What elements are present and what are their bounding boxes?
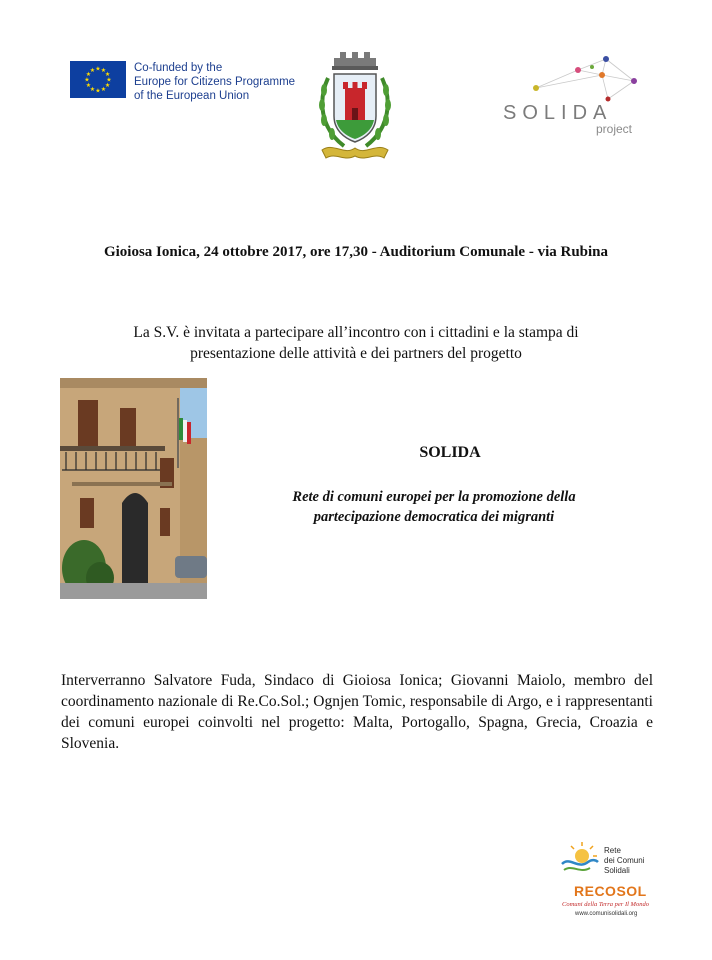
eu-star-icon: ★ xyxy=(84,77,90,84)
recosol-rete-text xyxy=(604,846,644,876)
recosol-sun-icon xyxy=(560,842,600,876)
eu-star-icon: ★ xyxy=(104,83,111,90)
invitation-line-1: La S.V. è invitata a partecipare all’incontro con i cittadini e la stampa di xyxy=(133,324,579,341)
recosol-name: RECOSOL xyxy=(574,883,647,899)
recosol-rete-line-3: Solidali xyxy=(604,866,630,875)
eu-star-icon: ★ xyxy=(106,77,112,84)
invitation-line-2: presentazione delle attività e dei partners del progetto xyxy=(190,345,522,362)
eu-star-icon: ★ xyxy=(95,66,101,73)
speakers-paragraph: Interverranno Salvatore Fuda, Sindaco di Gioiosa Ionica; Giovanni Maiolo, membro del coordinamento nazionale di Re.Co.Sol.; Ognjen Tomic, responsabile di Argo, e i rappresentanti dei comuni europei coinvolti nel progetto: Malta, Portogallo, Spagna, Grecia, Croazia e Slovenia. xyxy=(61,672,653,752)
eu-cofunded-text xyxy=(134,61,314,103)
invitation-text xyxy=(90,322,622,364)
eu-line-2: Europe for Citizens Programme xyxy=(134,76,296,88)
eu-star-icon: ★ xyxy=(104,72,111,79)
recosol-rete-line-2: dei Comuni xyxy=(604,856,645,865)
recosol-url: www.comunisolidali.org xyxy=(575,911,638,917)
town-hall-photo xyxy=(60,378,207,599)
project-subtitle-line-1: Rete di comuni europei per la promozione della xyxy=(292,489,576,505)
recosol-tagline: Comuni della Terra per Il Mondo xyxy=(562,901,649,908)
solida-network-icon xyxy=(530,55,642,105)
eu-star-icon: ★ xyxy=(100,87,107,94)
solida-logo-sub: project xyxy=(596,122,633,136)
project-title: SOLIDA xyxy=(419,444,481,461)
eu-star-icon: ★ xyxy=(85,72,92,79)
eu-star-icon: ★ xyxy=(100,68,107,75)
recosol-rete-line-1: Rete xyxy=(604,846,621,855)
eu-star-icon: ★ xyxy=(89,87,96,94)
project-subtitle-line-2: partecipazione democratica dei migranti xyxy=(313,509,555,525)
event-details: Gioiosa Ionica, 24 ottobre 2017, ore 17,30 - Auditorium Comunale - via Rubina xyxy=(103,244,609,260)
eu-star-icon: ★ xyxy=(85,83,92,90)
eu-flag-icon xyxy=(70,61,126,98)
eu-line-3: of the European Union xyxy=(134,90,250,102)
eu-star-icon: ★ xyxy=(89,68,96,75)
eu-line-1: Co-funded by the xyxy=(134,62,223,74)
solida-logo-word: SOLIDA xyxy=(503,102,613,124)
project-subtitle xyxy=(248,487,620,527)
eu-star-icon: ★ xyxy=(95,88,101,95)
coat-of-arms-icon xyxy=(314,50,396,166)
